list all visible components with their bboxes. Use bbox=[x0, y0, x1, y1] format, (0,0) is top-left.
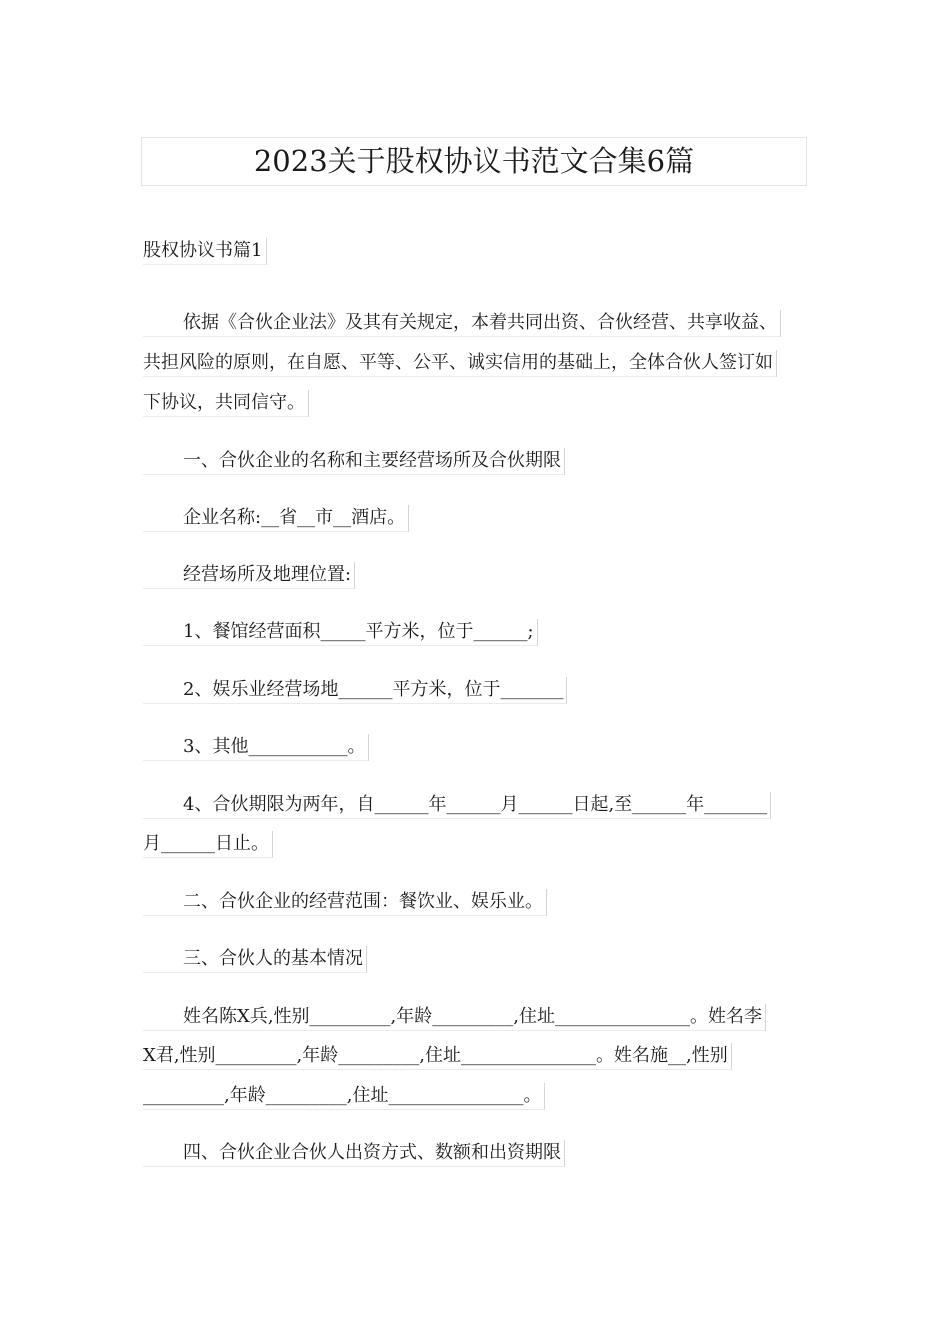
clause-heading: 二、合伙企业的经营范围：餐饮业、娱乐业。 bbox=[143, 889, 547, 916]
clause-heading: 三、合伙人的基本情况 bbox=[143, 946, 367, 973]
paragraph-line: 企业名称:__省__市__酒店。 bbox=[143, 505, 409, 532]
paragraph-line: 共担风险的原则，在自愿、平等、公平、诚实信用的基础上，全体合伙人签订如 bbox=[143, 350, 777, 377]
paragraph-line: 姓名陈X兵,性别_________,年龄_________,住址_______________。姓名李 bbox=[143, 1004, 766, 1031]
clause-heading: 一、合伙企业的名称和主要经营场所及合伙期限 bbox=[143, 448, 565, 475]
paragraph-line: 下协议，共同信守。 bbox=[143, 390, 309, 417]
section-heading: 股权协议书篇1 bbox=[143, 238, 267, 265]
document-title: 2023关于股权协议书范文合集6篇 bbox=[141, 137, 807, 186]
paragraph-line: 3、其他___________。 bbox=[143, 734, 369, 761]
paragraph-line: _________,年龄_________,住址_______________。 bbox=[143, 1083, 545, 1110]
paragraph-line: 月______日止。 bbox=[143, 831, 273, 858]
paragraph-line: 经营场所及地理位置: bbox=[143, 562, 355, 589]
paragraph-line: 1、餐馆经营面积_____平方米，位于______; bbox=[143, 619, 538, 646]
clause-heading: 四、合伙企业合伙人出资方式、数额和出资期限 bbox=[143, 1140, 565, 1167]
paragraph-line: 依据《合伙企业法》及其有关规定，本着共同出资、合伙经营、共享收益、 bbox=[143, 310, 781, 337]
paragraph-line: 4、合伙期限为两年，自______年______月______日起,至______年_______ bbox=[143, 792, 771, 819]
paragraph-line: X君,性别_________,年龄_________,住址_______________。姓名施__,性别 bbox=[143, 1043, 732, 1070]
paragraph-line: 2、娱乐业经营场地______平方米，位于_______ bbox=[143, 677, 567, 704]
